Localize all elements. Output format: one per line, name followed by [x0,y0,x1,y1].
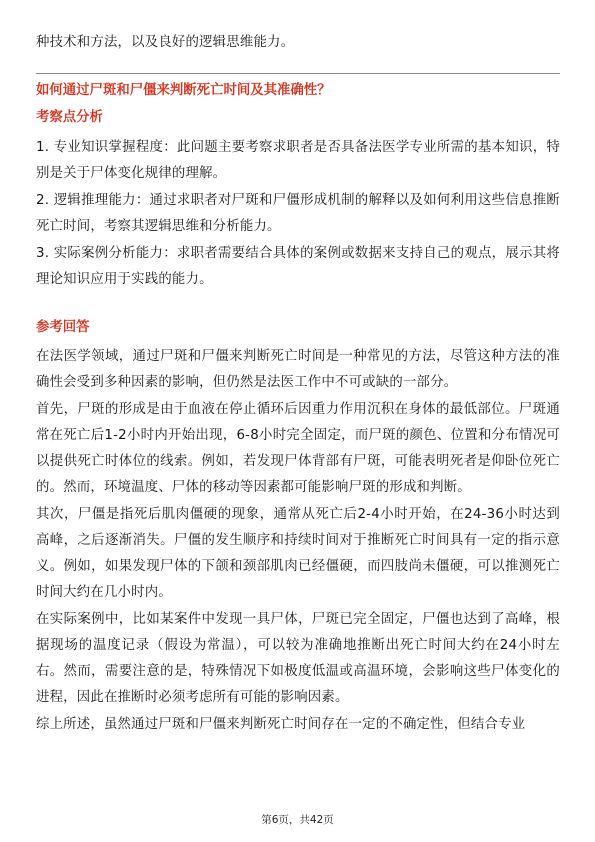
analysis-item: 2. 逻辑推理能力：通过求职者对尸斑和尸僵形成机制的解释以及如何利用这些信息推断死亡时间，考察其逻辑思维和分析能力。 [36,193,560,234]
answer-paragraph: 在法医学领域，通过尸斑和尸僵来判断死亡时间是一种常见的方法，尽管这种方法的准确性会受到多种因素的影响，但仍然是法医工作中不可或缺的一部分。 [36,349,560,390]
intro-tail-text: 种技术和方法，以及良好的逻辑思维能力。 [36,35,295,50]
question-title: 如何通过尸斑和尸僵来判断死亡时间及其准确性？ [36,83,331,98]
answer-body [36,344,560,739]
page-number-footer: 第6页，共42页 [261,814,334,826]
answer-paragraph: 首先，尸斑的形成是由于血液在停止循环后因重力作用沉积在身体的最低部位。尸斑通常在死亡后1-2小时内开始出现，6-8小时完全固定，而尸斑的颜色、位置和分布情况可以提供死亡时体位的线索。例如，若发现尸体背部有尸斑，可能表明死者是仰卧位死亡的。然而，环境温度、尸体的移动等因素都可能影响尸斑的形成和判断。 [36,402,560,495]
section-divider [36,73,560,74]
analysis-item: 1. 专业知识掌握程度：此问题主要考察求职者是否具备法医学专业所需的基本知识，特别是关于尸体变化规律的理解。 [36,140,560,181]
analysis-item: 3. 实际案例分析能力：求职者需要结合具体的案例或数据来支持自己的观点，展示其将理论知识应用于实践的能力。 [36,246,560,287]
answer-paragraph: 在实际案例中，比如某案件中发现一具尸体，尸斑已完全固定，尸僵也达到了高峰，根据现场的温度记录（假设为常温），可以较为准确地推断出死亡时间大约在24小时左右。然而，需要注意的是，特殊情况下如极度低温或高温环境，会影响这些尸体变化的进程，因此在推断时必须考虑所有可能的影响因素。 [36,612,560,705]
analysis-list [36,135,560,294]
answer-paragraph: 综上所述，虽然通过尸斑和尸僵来判断死亡时间存在一定的不确定性，但结合专业 [36,717,526,732]
analysis-heading: 考察点分析 [36,110,103,125]
answer-heading: 参考回答 [36,320,90,335]
answer-paragraph: 其次，尸僵是指死后肌肉僵硬的现象，通常从死亡后2-4小时开始，在24-36小时达到高峰，之后逐渐消失。尸僵的发生顺序和持续时间对于推断死亡时间具有一定的指示意义。例如，如果发现尸体的下颌和颈部肌肉已经僵硬，而四肢尚未僵硬，可以推测死亡时间大约在几小时内。 [36,507,560,600]
